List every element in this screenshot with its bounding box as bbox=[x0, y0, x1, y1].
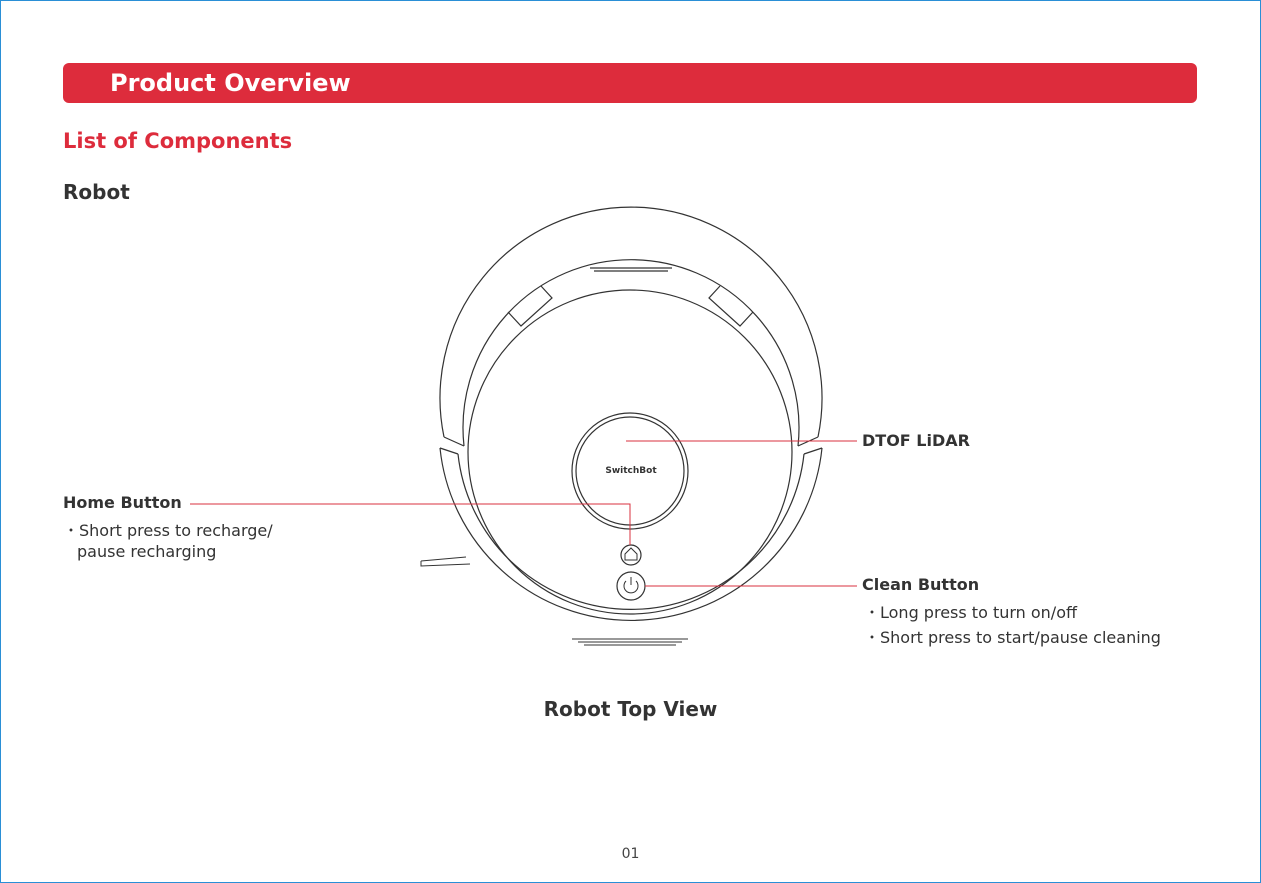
clean-button-label: Clean Button bbox=[862, 575, 980, 594]
clean-button-bullet-1: ・Long press to turn on/off bbox=[864, 603, 1078, 622]
clean-button-bullet-2: ・Short press to start/pause cleaning bbox=[864, 628, 1161, 647]
page-number: 01 bbox=[621, 846, 640, 862]
section-title: List of Components bbox=[63, 129, 293, 153]
diagram-caption: Robot Top View bbox=[543, 697, 718, 721]
home-button-bullet-1: ・Short press to recharge/ bbox=[63, 521, 273, 540]
subsection-title: Robot bbox=[63, 180, 130, 204]
clean-button-outline bbox=[617, 572, 645, 600]
home-button-bullet-2: pause recharging bbox=[77, 542, 217, 561]
robot-top-vent bbox=[590, 268, 672, 271]
robot-logo: SwitchBot bbox=[605, 466, 657, 476]
lidar-label: DTOF LiDAR bbox=[862, 431, 970, 450]
banner-title: Product Overview bbox=[110, 69, 351, 97]
robot-bottom-vent bbox=[572, 639, 688, 645]
power-icon bbox=[624, 577, 638, 593]
robot-bumper-upper bbox=[463, 260, 799, 446]
home-icon bbox=[625, 548, 637, 560]
side-brush bbox=[421, 557, 470, 566]
robot-outer-shell-upper bbox=[440, 207, 822, 437]
home-button-label: Home Button bbox=[63, 493, 182, 512]
